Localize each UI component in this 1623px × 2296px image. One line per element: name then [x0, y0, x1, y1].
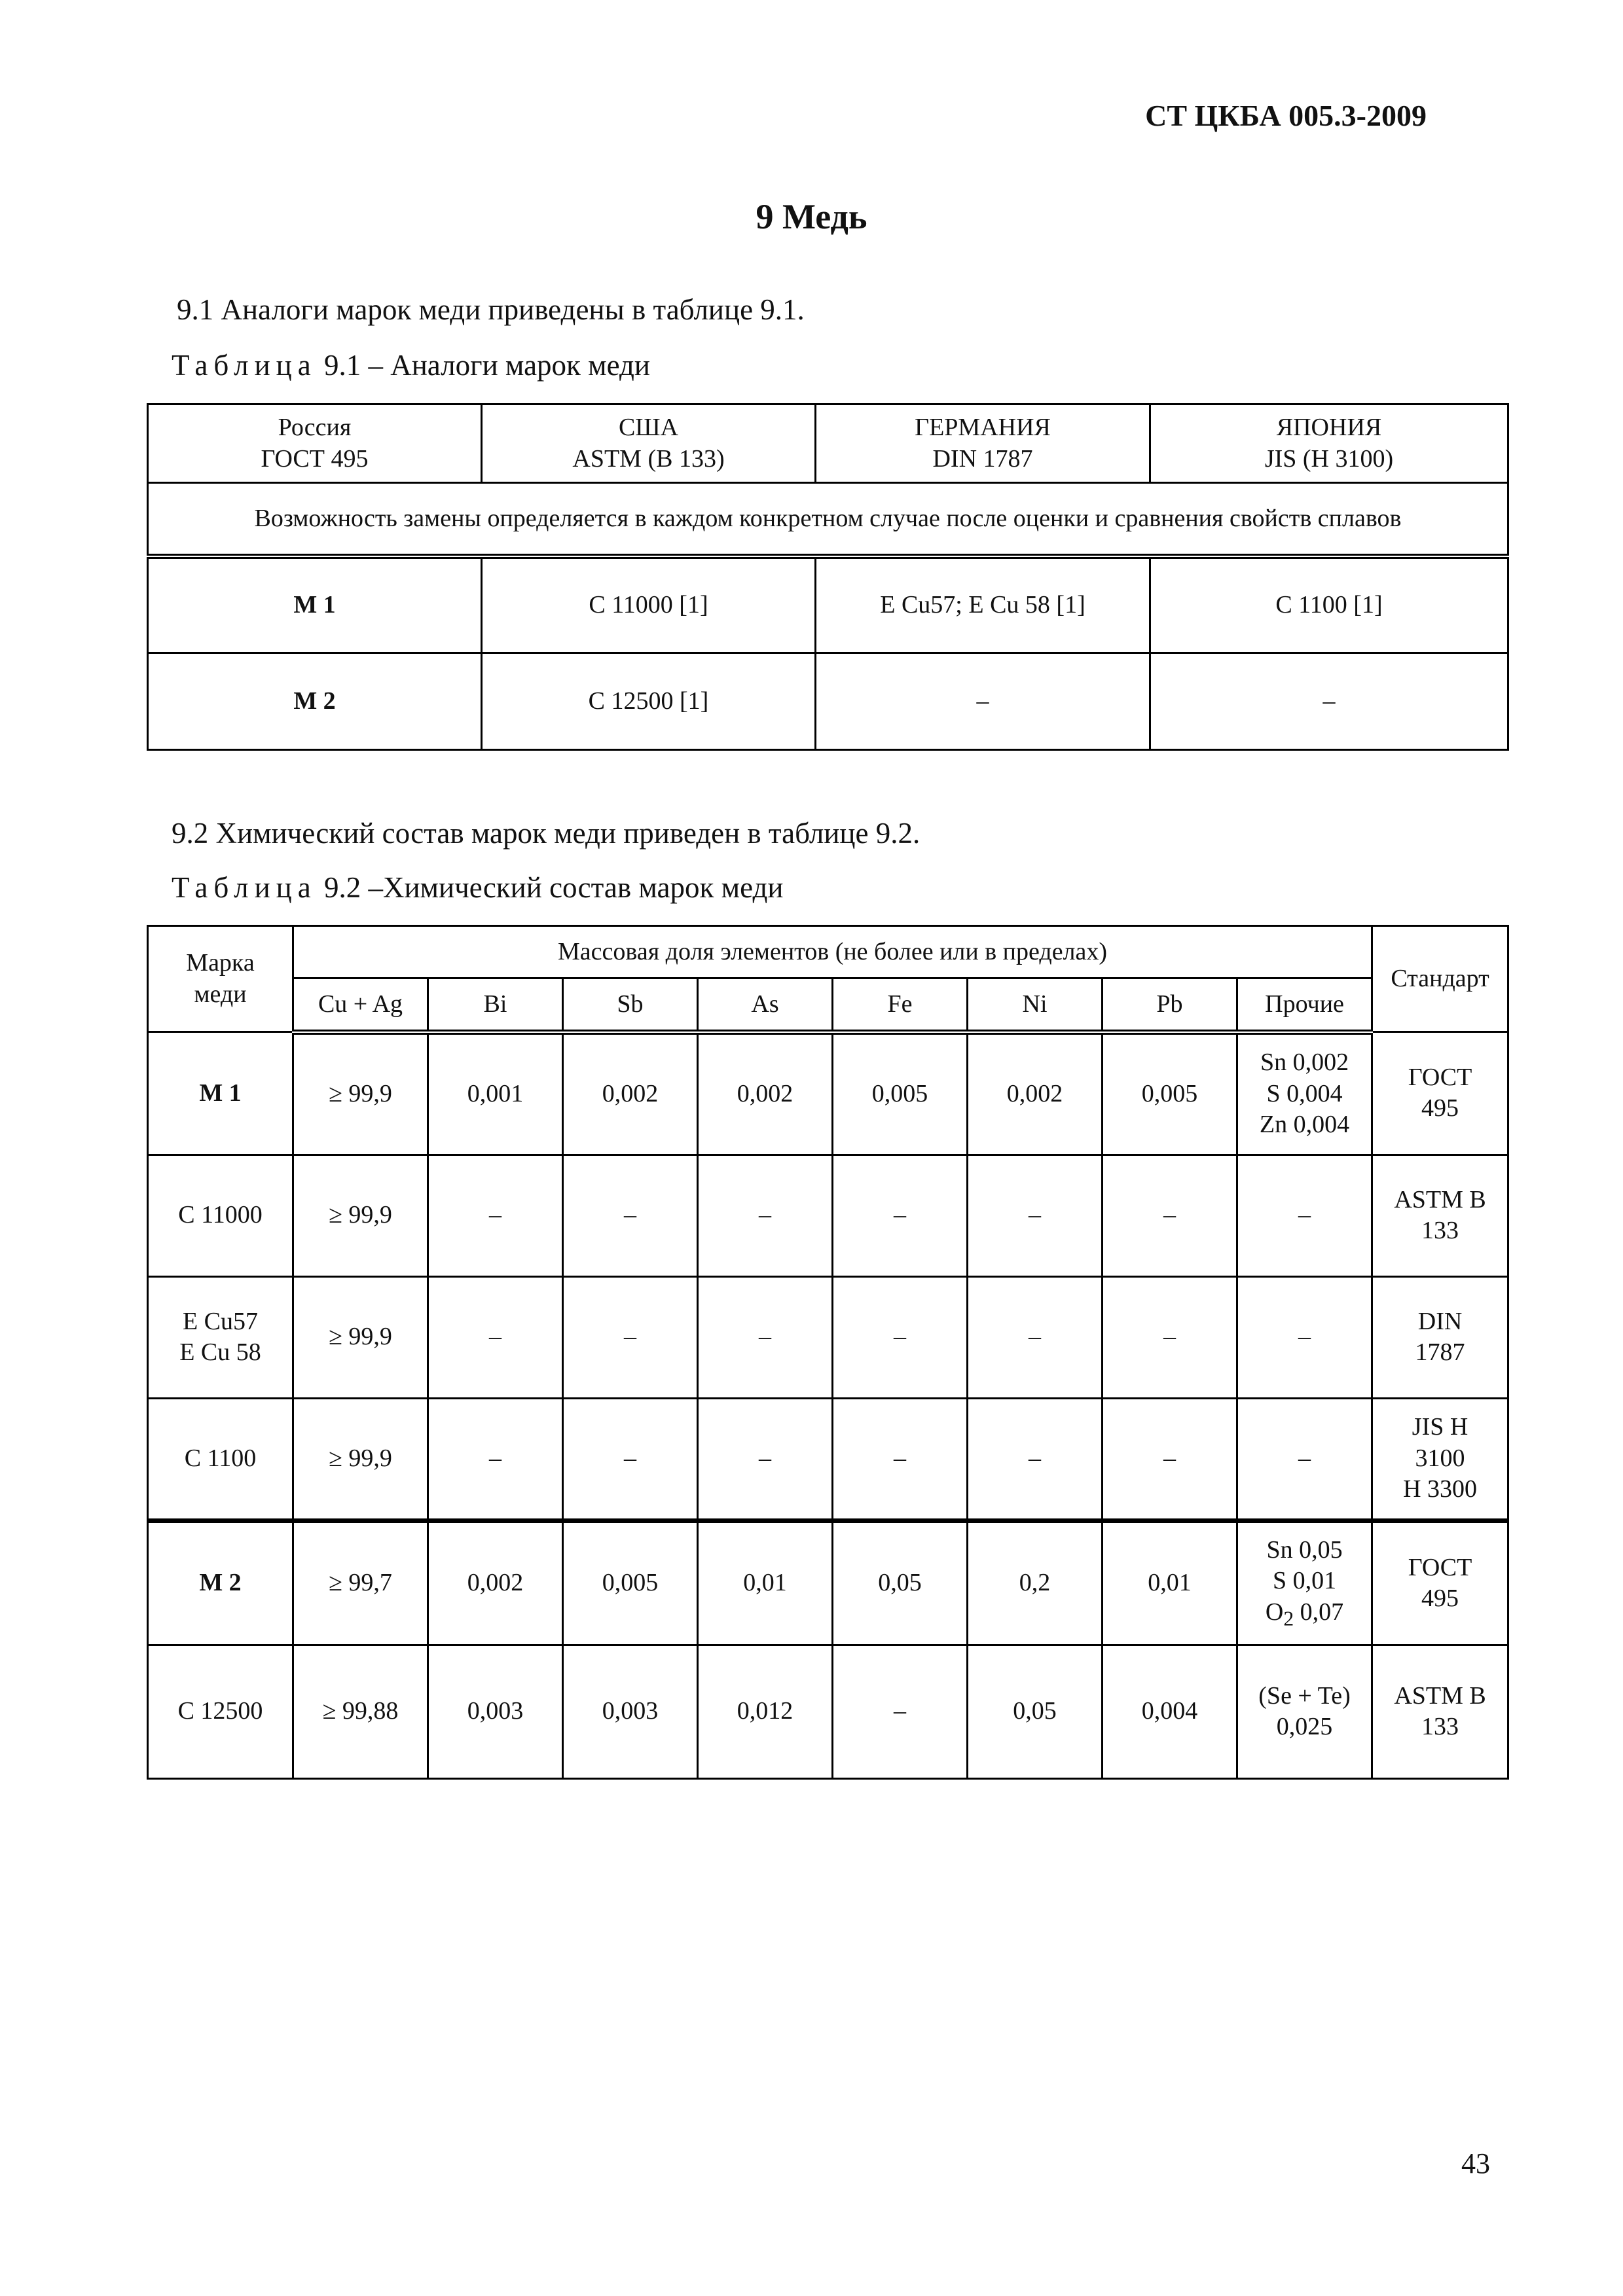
- table-cell: –: [968, 1276, 1103, 1398]
- header-element: Cu + Ag: [293, 978, 428, 1032]
- table-cell: М 2: [148, 653, 482, 750]
- table-cell: ≥ 99,9: [293, 1032, 428, 1155]
- table-cell: –: [1150, 653, 1508, 750]
- table-header-row: [148, 978, 1508, 1032]
- table-cell: –: [816, 653, 1150, 750]
- table-cell: DIN 1787: [1372, 1276, 1508, 1398]
- table-cell: 0,01: [1103, 1520, 1237, 1645]
- table-cell: –: [833, 1645, 968, 1778]
- table-cell: –: [833, 1155, 968, 1276]
- table-cell: E Cu57 E Cu 58: [148, 1276, 293, 1398]
- caption-text: 9.2 –Химический состав марок меди: [323, 871, 784, 904]
- table-cell: –: [1103, 1398, 1237, 1520]
- note-cell: Возможность замены определяется в каждом конкретном случае после оценки и сравнения свойств сплавов: [148, 483, 1508, 556]
- section-title: 9 Медь: [756, 197, 867, 236]
- table-row: [148, 1155, 1508, 1276]
- table-cell: –: [428, 1276, 563, 1398]
- header-mass-fraction: Массовая доля элементов (не более или в пределах): [293, 926, 1372, 978]
- table-cell: 0,003: [563, 1645, 698, 1778]
- table-cell: –: [698, 1276, 833, 1398]
- table-row: [148, 1398, 1508, 1520]
- table-row: [148, 1520, 1508, 1645]
- header-element: As: [698, 978, 833, 1032]
- table-cell: Sn 0,002 S 0,004 Zn 0,004: [1237, 1032, 1372, 1155]
- table-cell: C 11000: [148, 1155, 293, 1276]
- table-note-row: [148, 483, 1508, 556]
- table-cell: –: [428, 1398, 563, 1520]
- table-9-1-caption: [172, 348, 650, 382]
- table-cell: E Cu57; E Cu 58 [1]: [816, 556, 1150, 653]
- table-cell: –: [968, 1155, 1103, 1276]
- table-cell: –: [428, 1155, 563, 1276]
- table-cell: 0,002: [428, 1520, 563, 1645]
- caption-label: Таблица: [172, 349, 317, 382]
- table-cell: М 1: [148, 1032, 293, 1155]
- table-cell: –: [1237, 1398, 1372, 1520]
- table-cell: 0,001: [428, 1032, 563, 1155]
- table-cell: 0,05: [968, 1645, 1103, 1778]
- header-element: Fe: [833, 978, 968, 1032]
- table-row: [148, 556, 1508, 653]
- table-cell: 0,005: [1103, 1032, 1237, 1155]
- table-row: [148, 1276, 1508, 1398]
- table-header-row: [148, 404, 1508, 483]
- paragraph-9-2: 9.2 Химический состав марок меди приведен в таблице 9.2.: [172, 817, 921, 850]
- table-cell: 0,01: [698, 1520, 833, 1645]
- table-cell: C 12500 [1]: [482, 653, 816, 750]
- table-cell: 0,002: [698, 1032, 833, 1155]
- header-cell: ГЕРМАНИЯ DIN 1787: [816, 404, 1150, 483]
- table-cell: ГОСТ 495: [1372, 1032, 1508, 1155]
- header-element: Прочие: [1237, 978, 1372, 1032]
- caption-text: 9.1 – Аналоги марок меди: [323, 349, 651, 382]
- table-cell: –: [833, 1276, 968, 1398]
- table-cell: –: [698, 1398, 833, 1520]
- header-standard: Стандарт: [1372, 926, 1508, 1032]
- header-grade: Марка меди: [148, 926, 293, 1032]
- table-cell: 0,003: [428, 1645, 563, 1778]
- table-cell: М 2: [148, 1520, 293, 1645]
- header-element: Bi: [428, 978, 563, 1032]
- table-cell: 0,005: [563, 1520, 698, 1645]
- table-cell: (Se + Te) 0,025: [1237, 1645, 1372, 1778]
- header-cell: Россия ГОСТ 495: [148, 404, 482, 483]
- table-9-1: [147, 403, 1509, 751]
- table-cell: 0,05: [833, 1520, 968, 1645]
- table-cell: ≥ 99,88: [293, 1645, 428, 1778]
- table-cell: –: [563, 1155, 698, 1276]
- table-cell: –: [1237, 1276, 1372, 1398]
- header-cell: США ASTM (B 133): [482, 404, 816, 483]
- table-cell: ≥ 99,9: [293, 1155, 428, 1276]
- table-row: [148, 1645, 1508, 1778]
- table-cell: JIS H 3100 H 3300: [1372, 1398, 1508, 1520]
- table-cell: 0,012: [698, 1645, 833, 1778]
- table-cell: C 1100 [1]: [1150, 556, 1508, 653]
- header-element: Ni: [968, 978, 1103, 1032]
- table-cell: –: [1237, 1155, 1372, 1276]
- table-cell: ASTM B 133: [1372, 1645, 1508, 1778]
- table-9-2: [147, 925, 1509, 1780]
- table-cell: 0,002: [563, 1032, 698, 1155]
- document-code: СТ ЦКБА 005.3-2009: [1145, 99, 1427, 132]
- table-cell: 0,2: [968, 1520, 1103, 1645]
- table-cell: C 1100: [148, 1398, 293, 1520]
- table-cell: –: [833, 1398, 968, 1520]
- table-row: [148, 1032, 1508, 1155]
- table-9-2-caption: [172, 870, 783, 905]
- table-cell: М 1: [148, 556, 482, 653]
- table-cell: 0,005: [833, 1032, 968, 1155]
- table-row: [148, 653, 1508, 750]
- table-cell: –: [563, 1276, 698, 1398]
- table-cell: ASTM B 133: [1372, 1155, 1508, 1276]
- table-cell: ≥ 99,7: [293, 1520, 428, 1645]
- table-cell: ГОСТ 495: [1372, 1520, 1508, 1645]
- caption-label: Таблица: [172, 871, 317, 904]
- table-cell: Sn 0,05 S 0,01 $O_2$ 0,07: [1237, 1520, 1372, 1645]
- table-cell: –: [1103, 1276, 1237, 1398]
- header-cell: ЯПОНИЯ JIS (H 3100): [1150, 404, 1508, 483]
- table-cell: –: [968, 1398, 1103, 1520]
- header-element: Pb: [1103, 978, 1237, 1032]
- table-cell: C 11000 [1]: [482, 556, 816, 653]
- table-cell: 0,002: [968, 1032, 1103, 1155]
- page-number: 43: [1461, 2147, 1490, 2179]
- table-cell: –: [1103, 1155, 1237, 1276]
- header-element: Sb: [563, 978, 698, 1032]
- table-cell: ≥ 99,9: [293, 1398, 428, 1520]
- table-cell: –: [698, 1155, 833, 1276]
- table-cell: 0,004: [1103, 1645, 1237, 1778]
- table-cell: ≥ 99,9: [293, 1276, 428, 1398]
- table-header-row: [148, 926, 1508, 978]
- paragraph-9-1: 9.1 Аналоги марок меди приведены в таблице 9.1.: [177, 293, 805, 326]
- table-cell: C 12500: [148, 1645, 293, 1778]
- table-cell: –: [563, 1398, 698, 1520]
